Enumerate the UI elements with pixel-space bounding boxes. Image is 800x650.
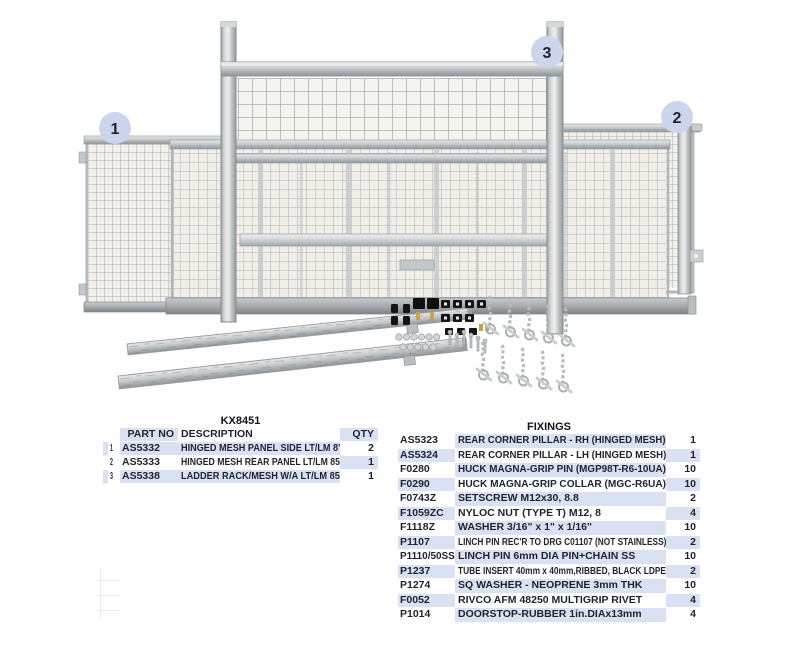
fixings-cell-desc: NYLOC NUT (TYPE T) M12, 8 xyxy=(455,507,666,522)
kit-table-row xyxy=(103,442,378,456)
svg-text:2: 2 xyxy=(672,110,682,127)
rear-mesh-panel xyxy=(170,140,670,310)
fixings-table-row xyxy=(398,521,700,536)
kit-cell-num: 3 xyxy=(103,470,120,484)
fixings-cell-part: P1274 xyxy=(398,579,455,594)
fixings-cell-desc: LINCH PIN REC'R TO DRG C01107 (NOT STAINLESS) xyxy=(455,536,666,551)
fixings-table-row xyxy=(398,463,700,478)
fixings-cell-qty: 2 xyxy=(666,565,700,580)
fixings-cell-desc: WASHER 3/16" x 1" x 1/16" xyxy=(455,521,666,536)
kit-cell-part: AS5333 xyxy=(120,456,178,470)
fixings-cell-desc: DOORSTOP-RUBBER 1in.DIAx13mm xyxy=(455,608,666,623)
fixings-table-row xyxy=(398,507,700,522)
fixings-cell-part: F1059ZC xyxy=(398,507,455,522)
fixings-cell-qty: 1 xyxy=(666,434,700,449)
balloon-2 xyxy=(661,101,693,133)
fixings-cell-part: F1118Z xyxy=(398,521,455,536)
fixings-cell-qty: 10 xyxy=(666,550,700,565)
fixings-cell-part: P1237 xyxy=(398,565,455,580)
kit-cell-desc: LADDER RACK/MESH W/A LT/LM 85 xyxy=(178,470,340,484)
fixings-table-row xyxy=(398,492,700,507)
fixings-table-body xyxy=(398,434,700,623)
kit-table-row xyxy=(103,470,378,484)
kit-cell-desc: HINGED MESH PANEL SIDE LT/LM 8' xyxy=(178,442,340,456)
fixings-cell-desc: HUCK MAGNA-GRIP PIN (MGP98T-R6-10UA) xyxy=(455,463,666,478)
fixings-cell-qty: 4 xyxy=(666,594,700,609)
kit-cell-qty: 1 xyxy=(340,456,378,470)
fixings-cell-qty: 2 xyxy=(666,536,700,551)
fixings-table-row xyxy=(398,579,700,594)
fixings-cell-desc: HUCK MAGNA-GRIP COLLAR (MGC-R6UA) xyxy=(455,478,666,493)
fixings-cell-part: F0743Z xyxy=(398,492,455,507)
ghost-gridline-h2 xyxy=(97,595,120,596)
kit-cell-qty: 2 xyxy=(340,442,378,456)
fixings-cell-part: AS5324 xyxy=(398,449,455,464)
kit-table xyxy=(103,414,378,484)
fixings-table-title: FIXINGS xyxy=(526,421,571,433)
kit-header-num xyxy=(103,428,120,442)
fixings-table-row xyxy=(398,434,700,449)
fixings-table-row xyxy=(398,565,700,580)
fixings-cell-qty: 10 xyxy=(666,478,700,493)
fixings-table-row xyxy=(398,550,700,565)
fixings-table-row xyxy=(398,449,700,464)
fixings-table-row xyxy=(398,594,700,609)
kit-header-desc: DESCRIPTION xyxy=(178,428,340,442)
fixings-cell-part: F0280 xyxy=(398,463,455,478)
fixings-cell-qty: 10 xyxy=(666,579,700,594)
kit-table-row xyxy=(103,456,378,470)
fixings-table-row xyxy=(398,608,700,623)
fixings-cell-qty: 4 xyxy=(666,507,700,522)
fixings-cell-qty: 10 xyxy=(666,463,700,478)
fixings-cell-qty: 1 xyxy=(666,449,700,464)
fixings-cell-part: F0290 xyxy=(398,478,455,493)
kit-cell-num: 1 xyxy=(103,442,120,456)
kit-cell-qty: 1 xyxy=(340,470,378,484)
kit-header-qty: QTY xyxy=(340,428,378,442)
kit-cell-part: AS5338 xyxy=(120,470,178,484)
fixings-table-row xyxy=(398,478,700,493)
fixings-cell-qty: 4 xyxy=(666,608,700,623)
balloon-1 xyxy=(99,112,131,144)
kit-cell-part: AS5332 xyxy=(120,442,178,456)
fixings-cell-part: P1107 xyxy=(398,536,455,551)
fixings-table-row xyxy=(398,536,700,551)
kit-table-body xyxy=(103,442,378,484)
kit-table-title: KX8451 xyxy=(220,415,261,427)
kit-cell-desc: HINGED MESH REAR PANEL LT/LM 85 xyxy=(178,456,340,470)
kit-table-header xyxy=(103,428,378,442)
fixings-cell-part: AS5323 xyxy=(398,434,455,449)
balloon-3 xyxy=(531,36,563,68)
fixings-cell-part: P1110/50SS xyxy=(398,550,455,565)
fixings-cell-desc: TUBE INSERT 40mm x 40mm,RIBBED, BLACK LDPE xyxy=(455,565,666,580)
ghost-gridline-h1 xyxy=(97,580,120,581)
ghost-gridline-h3 xyxy=(97,610,120,611)
fixings-cell-part: F0052 xyxy=(398,594,455,609)
fixings-cell-desc: SETSCREW M12x30, 8.8 xyxy=(455,492,666,507)
kit-header-part: PART NO xyxy=(120,428,178,442)
fixings-cell-desc: LINCH PIN 6mm DIA PIN+CHAIN SS xyxy=(455,550,666,565)
svg-text:1: 1 xyxy=(110,121,120,138)
fixings-cell-desc: RIVCO AFM 48250 MULTIGRIP RIVET xyxy=(455,594,666,609)
fixings-table xyxy=(398,420,700,623)
fixings-cell-desc: SQ WASHER - NEOPRENE 3mm THK xyxy=(455,579,666,594)
fixings-cell-desc: REAR CORNER PILLAR - LH (HINGED MESH) xyxy=(455,449,666,464)
fixings-cell-qty: 2 xyxy=(666,492,700,507)
fixings-cell-part: P1014 xyxy=(398,608,455,623)
svg-text:3: 3 xyxy=(542,45,552,62)
fixings-cell-desc: REAR CORNER PILLAR - RH (HINGED MESH) xyxy=(455,434,666,449)
fixings-cell-qty: 10 xyxy=(666,521,700,536)
kit-cell-num: 2 xyxy=(103,456,120,470)
